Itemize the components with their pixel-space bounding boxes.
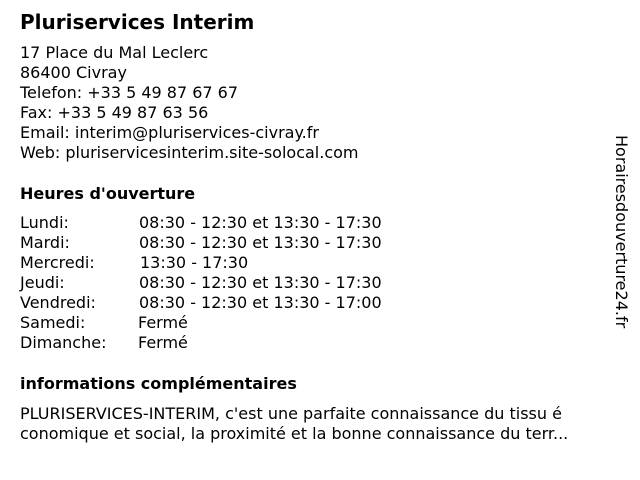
- hours-time: Fermé: [138, 313, 188, 332]
- hours-time: 08:30 - 12:30 et 13:30 - 17:30: [139, 233, 382, 252]
- address-city: 86400 Civray: [20, 63, 127, 82]
- hours-time: 08:30 - 12:30 et 13:30 - 17:30: [139, 273, 382, 292]
- business-name: Pluriservices Interim: [20, 10, 255, 34]
- hours-time: 13:30 - 17:30: [140, 253, 249, 272]
- hours-day: Jeudi:: [20, 273, 65, 292]
- hours-time: 08:30 - 12:30 et 13:30 - 17:30: [139, 213, 382, 232]
- hours-day: Samedi:: [20, 313, 86, 332]
- hours-day: Mardi:: [20, 233, 70, 252]
- description-line: conomique et social, la proximité et la bonne connaissance du terr...: [20, 424, 569, 443]
- additional-info-text: [20, 404, 620, 444]
- additional-info-heading: informations complémentaires: [20, 374, 297, 393]
- hours-day: Vendredi:: [20, 293, 96, 312]
- website-link[interactable]: Web: pluriservicesinterim.site-solocal.com: [20, 143, 359, 162]
- address-street: 17 Place du Mal Leclerc: [20, 43, 209, 62]
- site-watermark: Horairesdouverture24.fr: [612, 135, 631, 329]
- hours-day: Dimanche:: [20, 333, 107, 352]
- hours-time: 08:30 - 12:30 et 13:30 - 17:00: [139, 293, 382, 312]
- contact-block: [20, 43, 359, 163]
- fax-number: Fax: +33 5 49 87 63 56: [20, 103, 209, 122]
- hours-time: Fermé: [138, 333, 188, 352]
- hours-day: Mercredi:: [20, 253, 95, 272]
- opening-hours-heading: Heures d'ouverture: [20, 184, 196, 203]
- email-address[interactable]: Email: interim@pluriservices-civray.fr: [20, 123, 319, 142]
- phone-number[interactable]: Telefon: +33 5 49 87 67 67: [20, 83, 239, 102]
- hours-day: Lundi:: [20, 213, 69, 232]
- description-line: PLURISERVICES-INTERIM, c'est une parfaite connaissance du tissu é: [20, 404, 562, 423]
